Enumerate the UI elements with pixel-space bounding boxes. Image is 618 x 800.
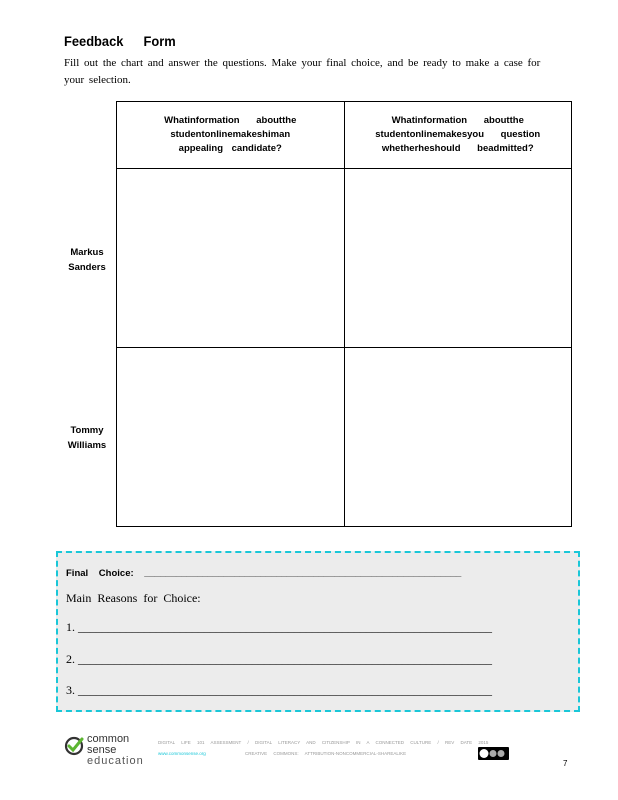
answer-cell-markus-appealing[interactable] [117,169,345,348]
question-header-appealing [117,102,345,169]
question-1-line-1: Whatinformation aboutthe [164,115,297,126]
footer-link[interactable]: www.commonsense.org [158,751,206,756]
question-2-line-3: whetherheshould beadmitted? [381,143,534,154]
answer-cell-tommy-appealing[interactable] [117,348,345,527]
question-2-line-2: studentonlinemakesyou question [375,129,541,140]
row-label-tommy-first: Tommy [70,425,104,436]
page-number: 7 [563,759,568,768]
checkmark-logo-icon [64,736,84,756]
answer-cell-markus-concerns[interactable] [344,169,572,348]
final-choice-field[interactable]: Final Choice: ____________________________________________________________ [66,568,462,579]
brand-logo [87,734,144,767]
question-1-line-2: studentonlinemakeshiman [170,129,291,140]
instructions-text: Fill out the chart and answer the questions. Make your final choice, and be ready to make a case for your selection. [64,57,541,86]
row-label-tommy [60,423,114,453]
reason-1-field[interactable]: 1. _____________________________________________________________________ [66,620,492,634]
logo-word-sense: sense [87,744,117,756]
row-label-tommy-last: Williams [67,440,107,451]
question-2-line-1: Whatinformation aboutthe [391,115,524,126]
page-title: Feedback Form [64,33,176,49]
page-footer [0,730,618,800]
main-reasons-heading: Main Reasons for Choice: [66,591,201,605]
logo-word-common: common [87,733,130,745]
question-1-line-3: appealing candidate? [178,143,282,154]
row-label-markus-first: Markus [70,247,104,258]
logo-word-education: education [87,755,144,767]
row-label-markus [60,245,114,275]
answer-cell-tommy-concerns[interactable] [344,348,572,527]
question-header-concerns [344,102,572,169]
footer-license-text: CREATIVE COMMONS: ATTRIBUTION-NONCOMMERCIAL-SHAREALIKE [245,751,407,756]
row-label-markus-last: Sanders [68,262,106,273]
reason-2-field[interactable]: 2. _____________________________________________________________________ [66,652,492,666]
creative-commons-icon [478,747,509,760]
feedback-chart [116,101,572,527]
final-choice-box [56,551,580,712]
reason-3-field[interactable]: 3. _____________________________________________________________________ [66,683,492,697]
footer-course-info: DIGITAL LIFE 101 ASSESSMENT / DIGITAL LITERACY AND CITIZENSHIP IN A CONNECTED CULTURE / REV DATE 2015 [158,740,489,745]
